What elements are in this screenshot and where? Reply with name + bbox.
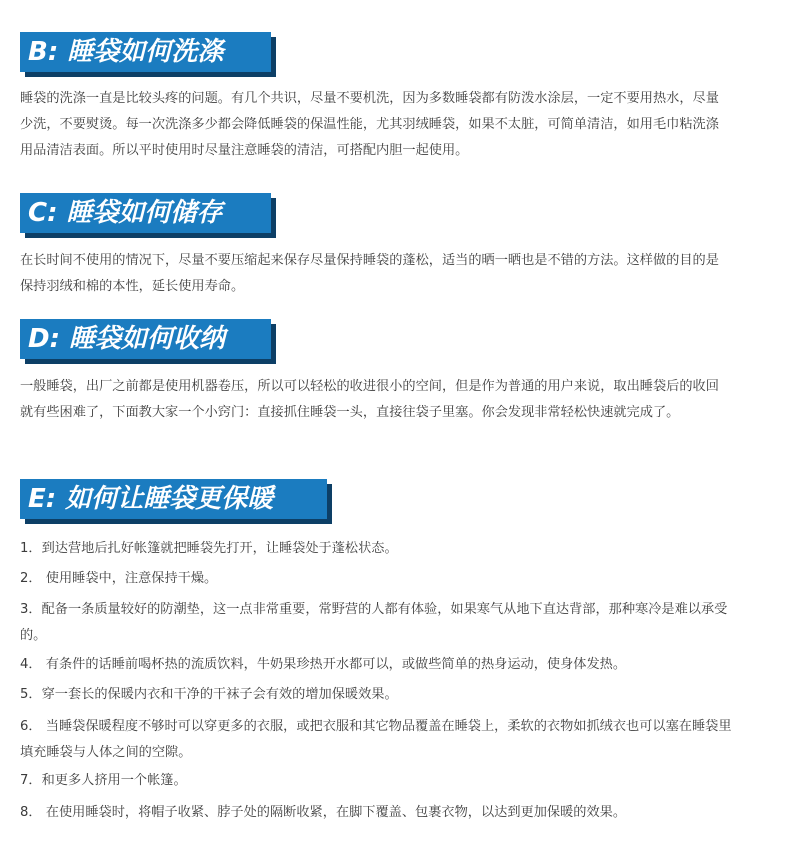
list-item: 5．穿一套长的保暖内衣和干净的干袜子会有效的增加保暖效果。 [20,687,398,702]
section-heading-e: E: 如何让睡袋更保暖 [20,479,327,519]
section-heading-d: D: 睡袋如何收纳 [20,319,271,359]
section-text-d: 一般睡袋，出厂之前都是使用机器卷压，所以可以轻松的收进很小的空间，但是作为普通的用户来说，取出睡袋后的收回就有些困难了，下面教大家一个小窍门：直接抓住睡袋一头，直接往袋子里塞。你会发现非常轻松快速就完成了。 [20,379,719,420]
section-text-c: 在长时间不使用的情况下，尽量不要压缩起来保存尽量保持睡袋的蓬松，适当的晒一晒也是不错的方法。这样做的目的是保持羽绒和棉的本性，延长使用寿命。 [20,253,719,294]
list-item: 3．配备一条质量较好的防潮垫，这一点非常重要，常野营的人都有体验，如果寒气从地下直达背部，那种寒冷是难以承受的。 [20,602,728,643]
list-item: 6． 当睡袋保暖程度不够时可以穿更多的衣服，或把衣服和其它物品覆盖在睡袋上，柔软的衣物如抓绒衣也可以塞在睡袋里填充睡袋与人体之间的空隙。 [20,719,732,760]
section-heading-c: C: 睡袋如何储存 [20,193,271,233]
list-item: 1．到达营地后扎好帐篷就把睡袋先打开，让睡袋处于蓬松状态。 [20,541,398,556]
list-item: 4． 有条件的话睡前喝杯热的流质饮料，牛奶果珍热开水都可以，或做些简单的热身运动，使身体发热。 [20,657,627,672]
list-item: 7．和更多人挤用一个帐篷。 [20,773,187,788]
list-item: 8． 在使用睡袋时，将帽子收紧、脖子处的隔断收紧，在脚下覆盖、包裹衣物，以达到更加保暖的效果。 [20,805,627,820]
list-item: 2． 使用睡袋中，注意保持干燥。 [20,571,218,586]
section-heading-b: B: 睡袋如何洗涤 [20,32,271,72]
section-text-b: 睡袋的洗涤一直是比较头疼的问题。有几个共识，尽量不要机洗，因为多数睡袋都有防泼水涂层，一定不要用热水，尽量少洗，不要熨烫。每一次洗涤多少都会降低睡袋的保温性能，尤其羽绒睡袋，如果不太脏，可简单清洁，如用毛巾粘洗涤用品清洁表面。所以平时使用时尽量注意睡袋的清洁，可搭配内胆一起使用。 [20,91,719,158]
